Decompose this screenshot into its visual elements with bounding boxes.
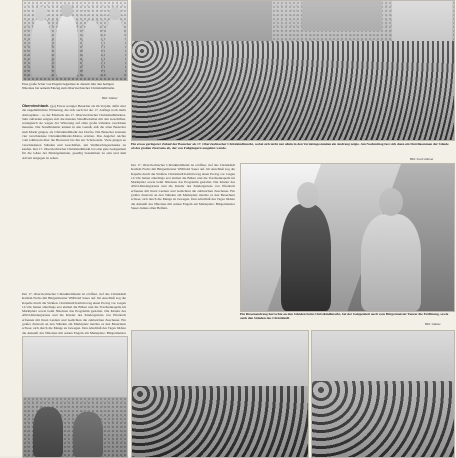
photo-bottom-middle <box>131 330 309 458</box>
credit-nikolaus: Bild: Glatter <box>102 96 118 100</box>
caption-christkindl: Ein Riesenandrang herrschte an den Ständen beim Christkindlmarkt, bei der Gelegenheit auch vom Bürgermeister Tanzer die Eröffnung, sowie auch den Ständen des Christkindl. <box>240 312 449 321</box>
credit-christkindl: Bild: Glatter <box>425 322 441 326</box>
caption-main: Ein etwas geringerer Zulauf der Besucher als 17. Oberviechtacher Christkindlmarkt, wobei sich nicht nur allein in den Vormittagsstunden ein Andrang zeigte. Am Nachmittag fast sich dann ein Durchkommen der Stände ob des großen Zustroms ab, der von Fußgängern ausgelöst wurde. <box>131 142 449 151</box>
photo-bottom-left <box>22 336 128 458</box>
article-column-1 <box>22 104 126 292</box>
article-column-2: Der 17. Oberviechtacher Christkindlmarkt ist eröffnet, rief das Christkindl Kathrin Fuchs mit Bürgermeister Willibald Sauer auf. Im Anschluß zog die Kapelle durch die Straßen. Christkindl Kathrin trug einen Prolog vor. Gegen 14 Uhr hatten allerdings erst einmal die Bläser und die Trachtenkapelle im Marktplatz sowie beim Nikolaus das Programm gestaltet. Die Kinder des AWO-Kindergartens und die Kinder des Kindergartens von Pfrentsch erfreuten mit ihren Liedern und Gedichten die zahlreichen Zuschauer. Ein großer Zustrom an den Ständen am Marktplatz machte es den Besuchern schwer, sich durch die Menge zu bewegen. Den Abschluß des Tages bildete die Ankunft des Nikolaus mit seinen Engeln am Marktplatz. Bürgermeister <box>22 292 126 335</box>
photo-bottom-right <box>311 330 455 458</box>
photo-christkindl <box>240 163 455 312</box>
photo-crowd-market <box>131 0 455 141</box>
article-col2b-text: Der 17. Oberviechtacher Christkindlmarkt ist eröffnet, rief das Christkindl Kathrin Fuchs mit Bürgermeister Willibald Sauer auf. Im Anschluß zog die Kapelle durch die Straßen. Christkindl Kathrin trug einen Prolog vor. Gegen 14 Uhr hatten allerdings erst einmal die Bläser und die Trachtenkapelle im Marktplatz sowie beim Nikolaus das Programm gestaltet. Die Kinder des AWO-Kindergartens und die Kinder des Kindergartens von Pfrentsch erfreuten mit ihren Liedern und Gedichten die zahlreichen Zuschauer. Ein großer Zustrom an den Ständen am Marktplatz machte es den Besuchern schwer, sich durch die Menge zu bewegen. Den Abschluß des Tages bildete die Ankunft des Nikolaus mit seinen Engeln am Marktplatz. Bürgermeister Sauer dankte allen Helfern. <box>131 163 235 210</box>
caption-nikolaus: Eine große Schar von Engeln begleitete in diesem Jahr den heiligen Nikolaus bei seinem Einzug zum Oberviechtacher Christkindlmarkt. <box>22 82 115 91</box>
article-headline: Oberviechtach. <box>22 104 50 108</box>
credit-main: Bild: Fred Hüttner <box>410 157 434 161</box>
article-col1-text: (ga) Etwas weniger Besucher als im Vorjahr, dafür aber die ungemütlichste Witterung, die sich auch bei der 17. Auflage noch mehr Atmosphäre – so der Eindruck des 17. Oberviechtacher Christkindlmarktes. Sehr zufrieden zeigten sich die meisten Standlbetreiber mit den Geschäften, wenngleich sie wegen der Witterung auf allzu große Umsätze verzichten mussten. Die Standlinhaber kamen in den Genuß, daß die alten Besucher zum Markt gingen, als Christkindlmarkt des Dorfes. Die Besucher konnten vier verschiedene Christkindlmarkt-Mottos erleben. Das Angebot reichte vom Glühwein über die Bratwurst bis hin zur Schokolade. Viele gingen zu verschiedenen Ständen und Geschäften, um Weihnachtsgeschenke zu kaufen. Der 17. Oberviechtacher Christkindlmarkt bot eine gute Gelegenheit für die Gäste der Marktgemeinde, gesellig beisammen zu sein und dem Advent entgegen zu sehen. <box>22 104 126 160</box>
photo-nikolaus-angels <box>22 0 128 81</box>
article-column-2b <box>131 163 235 313</box>
